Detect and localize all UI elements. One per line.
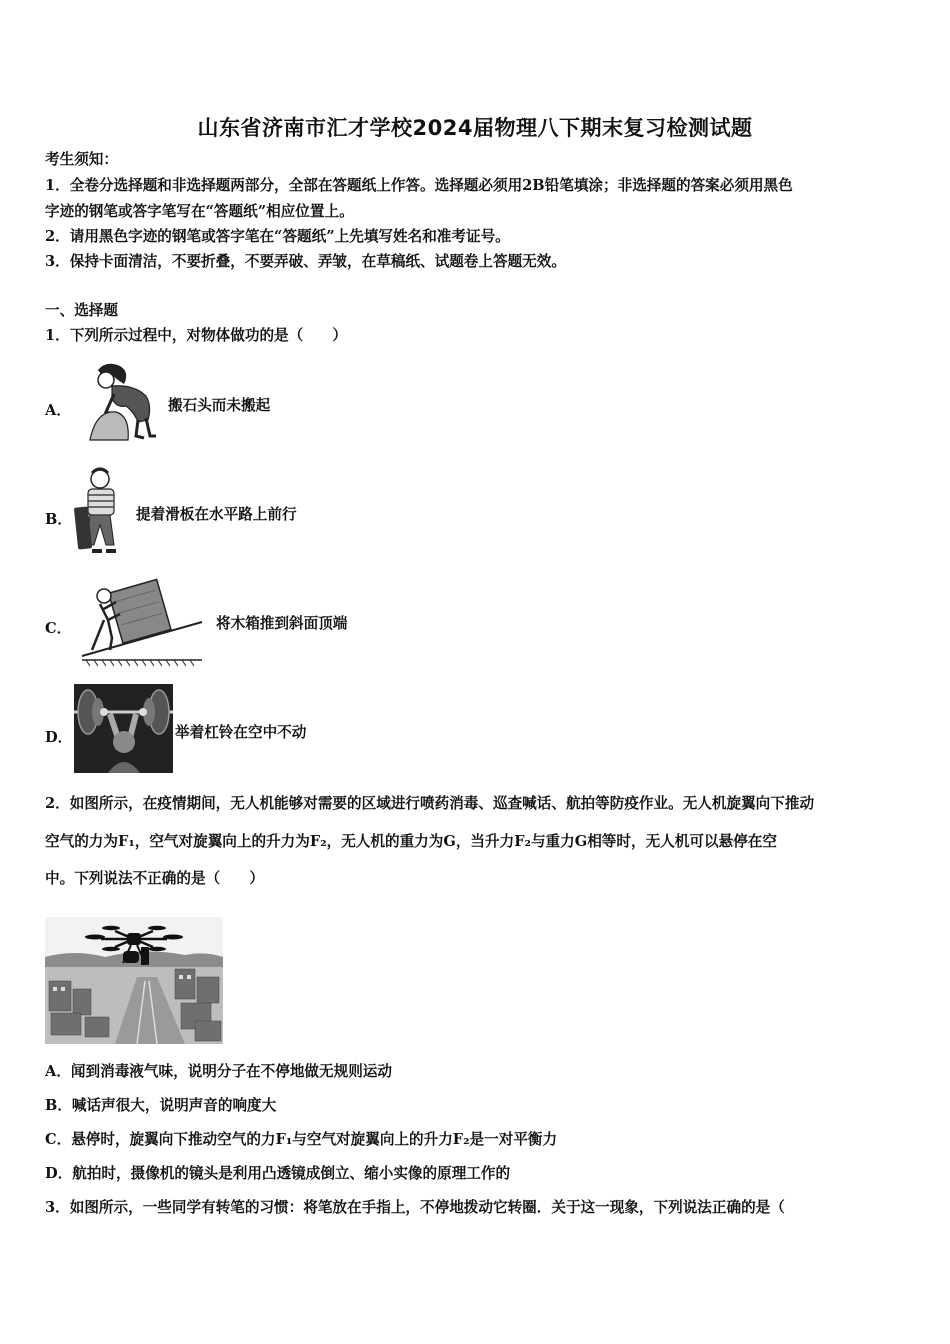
- q2-option-a: A．闻到消毒液气味，说明分子在不停地做无规则运动: [45, 1063, 392, 1080]
- notice-line-2: 2．请用黑色字迹的钢笔或答字笔在“答题纸”上先填写姓名和准考证号。: [45, 228, 510, 245]
- q1-option-d-text: 举着杠铃在空中不动: [175, 724, 307, 741]
- q2-drone-image: [45, 917, 223, 1044]
- q2-option-b: B．喊话声很大，说明声音的响度大: [45, 1097, 277, 1114]
- q1-option-c-letter: C．: [45, 620, 72, 637]
- q1-option-a-text: 搬石头而未搬起: [168, 397, 271, 414]
- notice-line-1b: 字迹的钢笔或答字笔写在“答题纸”相应位置上。: [45, 203, 354, 220]
- question-2-line-3: 中。下列说法不正确的是（ ）: [45, 870, 264, 887]
- q1-option-b-text-display: 提着滑板在水平路上前行: [136, 506, 297, 523]
- q2-option-c: C．悬停时，旋翼向下推动空气的力F₁与空气对旋翼向上的升力F₂是一对平衡力: [45, 1131, 558, 1148]
- q1-option-b-letter: B．: [45, 511, 72, 528]
- question-2-line-1: 2．如图所示，在疫情期间，无人机能够对需要的区域进行喷药消毒、巡查喊话、航拍等防疫作业。无人机旋翼向下推动: [45, 795, 815, 812]
- notice-line-3: 3．保持卡面清洁，不要折叠，不要弄破、弄皱，在草稿纸、试题卷上答题无效。: [45, 253, 566, 270]
- notice-line-1a: 1．全卷分选择题和非选择题两部分，全部在答题纸上作答。选择题必须用2B铅笔填涂；非选择题的答案必须用黑色: [45, 177, 793, 194]
- q1-option-a-letter: A．: [45, 402, 71, 419]
- question-2-line-2: 空气的力为F₁，空气对旋翼向上的升力为F₂，无人机的重力为G，当升力F₂与重力G相等时，无人机可以悬停在空: [45, 833, 777, 850]
- page-title: 山东省济南市汇才学校2024届物理八下期末复习检测试题: [197, 116, 753, 140]
- q1-option-d-letter: D．: [45, 729, 73, 746]
- question-3-stem: 3．如图所示，一些同学有转笔的习惯：将笔放在手指上，不停地拨动它转圈．关于这一现象，下列说法正确的是（: [45, 1199, 785, 1216]
- q1-option-d-image: [74, 684, 173, 773]
- question-1-stem: 1．下列所示过程中，对物体做功的是（ ）: [45, 327, 348, 344]
- q2-option-d: D．航拍时，摄像机的镜头是利用凸透镜成倒立、缩小实像的原理工作的: [45, 1165, 511, 1182]
- q1-option-a-image: [76, 360, 156, 444]
- notice-heading: 考生须知：: [45, 151, 118, 168]
- q1-option-c-image: [80, 576, 204, 668]
- q1-option-c-text: 将木箱推到斜面顶端: [216, 615, 348, 632]
- q1-option-b-image: [72, 467, 124, 557]
- section-heading: 一、选择题: [45, 302, 118, 319]
